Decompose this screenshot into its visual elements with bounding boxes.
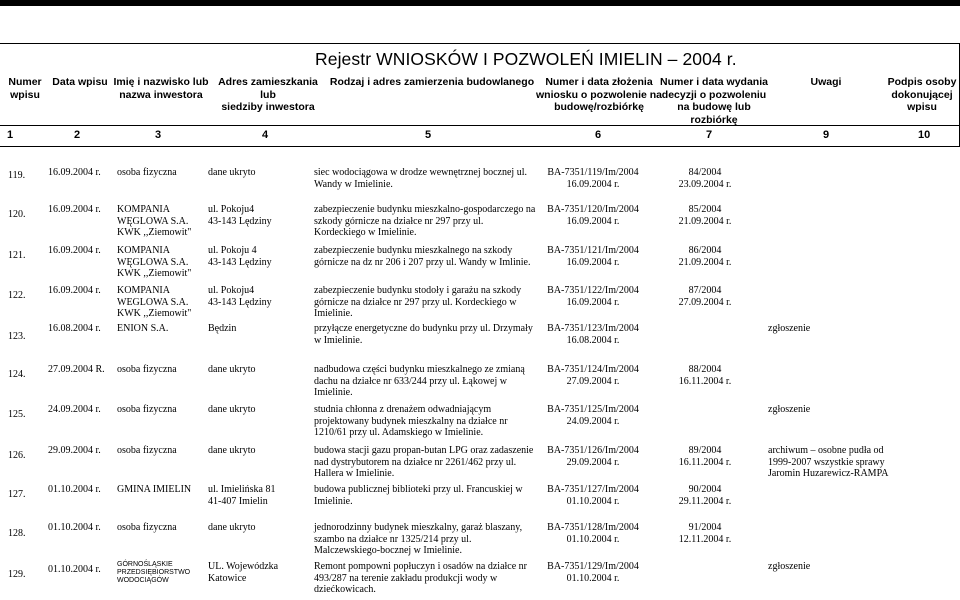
application-reference: BA-7351/127/Im/2004 01.10.2004 r. bbox=[547, 484, 639, 507]
application-reference: BA-7351/125/Im/2004 24.09.2004 r. bbox=[547, 404, 639, 427]
investor-address: dane ukryto bbox=[208, 167, 256, 178]
construction-description: nadbudowa części budynku mieszkalnego ze zmianą dachu na działce nr 633/244 przy ul. Łąkowej w Imielinie. bbox=[314, 364, 525, 398]
entry-number: 122. bbox=[8, 290, 26, 301]
entry-date: 16.09.2004 r. bbox=[48, 167, 101, 178]
entry-number: 126. bbox=[8, 450, 26, 461]
column-number: 6 bbox=[595, 129, 602, 141]
entry-number: 120. bbox=[8, 209, 26, 220]
investor-name: GÓRNOŚLĄSKIE PRZEDSIĘBIORSTWO WODOCIĄGÓW bbox=[117, 561, 191, 584]
entry-number: 124. bbox=[8, 369, 26, 380]
entry-number: 127. bbox=[8, 489, 26, 500]
application-reference: BA-7351/120/Im/2004 16.09.2004 r. bbox=[547, 204, 639, 227]
header-signature: Podpis osoby dokonującej wpisu bbox=[887, 76, 957, 113]
entry-date: 01.10.2004 r. bbox=[48, 484, 101, 495]
column-number: 4 bbox=[262, 129, 269, 141]
notes: zgłoszenie bbox=[768, 404, 811, 415]
decision-reference: 84/2004 23.09.2004 r. bbox=[678, 167, 732, 190]
decision-reference: 89/2004 16.11.2004 r. bbox=[678, 445, 732, 468]
investor-name: osoba fizyczna bbox=[117, 167, 177, 178]
construction-description: studnia chłonna z drenażem odwadniającym projektowany budynek mieszkalny na działce nr 1210/61 przy ul. Adamskiego w Imielinie. bbox=[314, 404, 508, 438]
construction-description: budowa stacji gazu propan-butan LPG oraz zadaszenie nad dystrybutorem na działce nr 2261/462 przy ul. Hallera w Imielinie. bbox=[314, 445, 534, 479]
construction-description: zabezpieczenie budynku mieszkalno-gospodarczego na szkody górnicze na działce nr 297 przy ul. Kordeckiego w Imielinie. bbox=[314, 204, 536, 238]
application-reference: BA-7351/121/Im/2004 16.09.2004 r. bbox=[547, 245, 639, 268]
entry-date: 16.09.2004 r. bbox=[48, 204, 101, 215]
header-decision: Numer i data wydania decyzji o pozwoleniu na budowę lub rozbiórkę bbox=[660, 76, 768, 126]
investor-address: ul. Imielińska 81 41-407 Imielin bbox=[208, 484, 276, 507]
investor-name: osoba fizyczna bbox=[117, 522, 177, 533]
investor-name: KOMPANIA WĘGLOWA S.A. KWK ,,Ziemowit" bbox=[117, 245, 192, 279]
column-number: 1 bbox=[7, 129, 14, 141]
investor-address: ul. Pokoju 4 43-143 Lędziny bbox=[208, 245, 272, 268]
application-reference: BA-7351/124/Im/2004 27.09.2004 r. bbox=[547, 364, 639, 387]
investor-address: dane ukryto bbox=[208, 404, 256, 415]
investor-name: osoba fizyczna bbox=[117, 404, 177, 415]
header-investor-name: Imię i nazwisko lub nazwa inwestora bbox=[113, 76, 209, 101]
header-separator bbox=[0, 125, 960, 126]
construction-description: budowa publicznej biblioteki przy ul. Francuskiej w Imielinie. bbox=[314, 484, 523, 507]
column-number: 10 bbox=[918, 129, 931, 141]
page-title: Rejestr WNIOSKÓW I POZWOLEŃ IMIELIN – 2004 r. bbox=[315, 49, 737, 69]
header-investor-address: Adres zamieszkania lub siedziby inwestora bbox=[218, 76, 318, 113]
header-application: Numer i data złożenia wniosku o pozwolenie na budowę/rozbiórkę bbox=[536, 76, 663, 113]
column-number: 2 bbox=[74, 129, 81, 141]
construction-description: zabezpieczenie budynku mieszkalnego na szkody górnicze na dz nr 206 i 207 przy ul. Wandy w Imlinie. bbox=[314, 245, 531, 268]
entry-number: 129. bbox=[8, 569, 26, 580]
notes: zgłoszenie bbox=[768, 323, 811, 334]
top-border-bar bbox=[0, 0, 960, 6]
decision-reference: 85/2004 21.09.2004 r. bbox=[678, 204, 732, 227]
decision-reference: 86/2004 21.09.2004 r. bbox=[678, 245, 732, 268]
construction-description: Remont pompowni popłuczyn i osadów na działce nr 493/287 na terenie zakładu produkcji wody w dziećkowicach. bbox=[314, 561, 528, 595]
application-reference: BA-7351/128/Im/2004 01.10.2004 r. bbox=[547, 522, 639, 545]
investor-name: KOMPANIA WĘGLOWA S.A. KWK ,,Ziemowit" bbox=[117, 204, 192, 238]
notes: zgłoszenie bbox=[768, 561, 811, 572]
entry-number: 128. bbox=[8, 528, 26, 539]
decision-reference: 90/2004 29.11.2004 r. bbox=[678, 484, 732, 507]
investor-name: osoba fizyczna bbox=[117, 364, 177, 375]
entry-date: 16.09.2004 r. bbox=[48, 285, 101, 296]
column-number: 7 bbox=[706, 129, 713, 141]
application-reference: BA-7351/119/Im/2004 16.09.2004 r. bbox=[547, 167, 639, 190]
application-reference: BA-7351/126/Im/2004 29.09.2004 r. bbox=[547, 445, 639, 468]
column-number: 9 bbox=[823, 129, 830, 141]
header-construction-type: Rodzaj i adres zamierzenia budowlanego bbox=[329, 76, 535, 88]
construction-description: jednorodzinny budynek mieszkalny, garaż blaszany, szambo na działce nr 1325/214 przy ul. Malczewskiego-bocznej w Imielinie. bbox=[314, 522, 523, 556]
investor-name: osoba fizyczna bbox=[117, 445, 177, 456]
entry-date: 24.09.2004 r. bbox=[48, 404, 101, 415]
investor-address: dane ukryto bbox=[208, 445, 256, 456]
investor-address: dane ukryto bbox=[208, 522, 256, 533]
investor-address: UL. Wojewódzka Katowice bbox=[208, 561, 279, 584]
investor-address: Będzin bbox=[208, 323, 237, 334]
entry-number: 121. bbox=[8, 250, 26, 261]
entry-number: 125. bbox=[8, 409, 26, 420]
column-number: 5 bbox=[425, 129, 432, 141]
investor-name: GMINA IMIELIN bbox=[117, 484, 192, 495]
entry-date: 01.10.2004 r. bbox=[48, 522, 101, 533]
entry-date: 01.10.2004 r. bbox=[48, 564, 101, 575]
construction-description: zabezpieczenie budynku stodoły i garażu na szkody górnicze na działce nr 297 przy ul. Kordeckiego w Imielinie. bbox=[314, 285, 522, 319]
decision-reference: 87/2004 27.09.2004 r. bbox=[678, 285, 732, 308]
investor-name: ENION S.A. bbox=[117, 323, 169, 334]
decision-reference: 88/2004 16.11.2004 r. bbox=[678, 364, 732, 387]
entry-date: 27.09.2004 R. bbox=[48, 364, 105, 375]
investor-name: KOMPANIA WEGLOWA S.A. KWK ,,Ziemowit" bbox=[117, 285, 192, 319]
entry-date: 16.08.2004 r. bbox=[48, 323, 101, 334]
header-entry-date: Data wpisu bbox=[52, 76, 108, 88]
entry-date: 29.09.2004 r. bbox=[48, 445, 101, 456]
investor-address: ul. Pokoju4 43-143 Lędziny bbox=[208, 285, 272, 308]
entry-date: 16.09.2004 r. bbox=[48, 245, 101, 256]
investor-address: ul. Pokoju4 43-143 Lędziny bbox=[208, 204, 272, 227]
notes: archiwum – osobne pudła od 1999-2007 wszystkie sprawy Jaromin Huzarewicz-RAMPA bbox=[768, 445, 889, 479]
application-reference: BA-7351/123/Im/2004 16.08.2004 r. bbox=[547, 323, 639, 346]
decision-reference: 91/2004 12.11.2004 r. bbox=[678, 522, 732, 545]
construction-description: przyłącze energetyczne do budynku przy ul. Drzymały w Imielinie. bbox=[314, 323, 533, 346]
entry-number: 119. bbox=[8, 170, 26, 181]
header-entry-number: Numer wpisu bbox=[8, 76, 42, 101]
header-notes: Uwagi bbox=[810, 76, 842, 88]
investor-address: dane ukryto bbox=[208, 364, 256, 375]
entry-number: 123. bbox=[8, 331, 26, 342]
construction-description: siec wodociągowa w drodze wewnętrznej bocznej ul. Wandy w Imielinie. bbox=[314, 167, 527, 190]
application-reference: BA-7351/129/Im/2004 01.10.2004 r. bbox=[547, 561, 639, 584]
application-reference: BA-7351/122/Im/2004 16.09.2004 r. bbox=[547, 285, 639, 308]
column-number: 3 bbox=[155, 129, 162, 141]
